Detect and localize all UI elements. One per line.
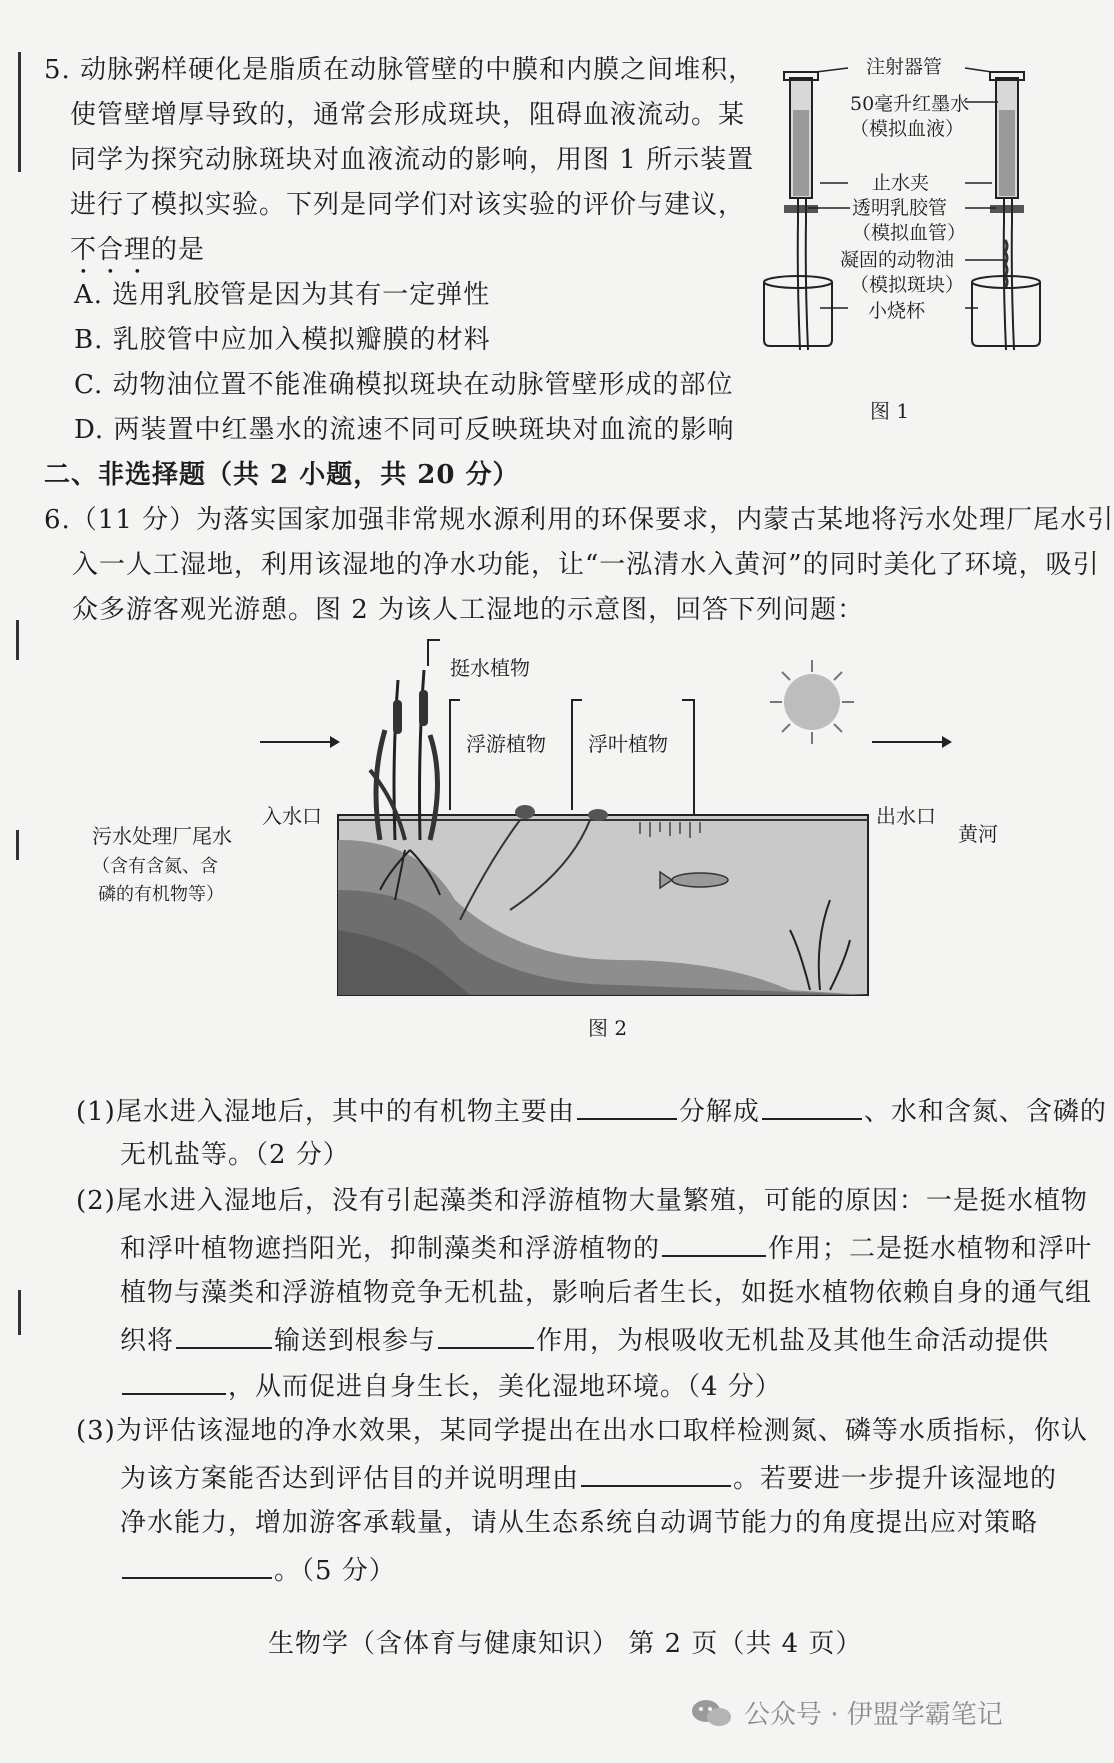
label-floating-plants: 浮游植物 xyxy=(466,732,546,756)
label-ink-note: （模拟血液） xyxy=(850,118,965,140)
page-footer: 生物学（含体育与健康知识） 第 2 页（共 4 页） xyxy=(268,1629,863,1659)
sub3-line: 净水能力，增加游客承载量，请从生态系统自动调节能力的角度提出应对策略 xyxy=(120,1508,1039,1538)
q6-stem-line: 6.（11 分）为落实国家加强非常规水源利用的环保要求，内蒙古某地将污水处理厂尾水引 xyxy=(44,505,1114,535)
watermark xyxy=(690,1694,1003,1731)
sub2-line xyxy=(120,1321,1049,1359)
label-tube: 透明乳胶管 xyxy=(852,197,948,219)
sub2-text: 作用，为根吸收无机盐及其他生命活动提供 xyxy=(536,1326,1050,1356)
sub3-text: 。若要进一步提升该湿地的 xyxy=(733,1464,1058,1494)
sub3-line: (3)为评估该湿地的净水效果，某同学提出在出水口取样检测氮、磷等水质指标，你认 xyxy=(76,1416,1088,1446)
label-yellow-river: 黄河 xyxy=(958,822,998,846)
q5-stem-line: 使管壁增厚导致的，通常会形成斑块，阻碍血液流动。某 xyxy=(70,100,746,130)
sub1-line xyxy=(76,1092,1107,1130)
scan-edge-mark xyxy=(18,52,21,172)
sub2-text: 输送到根参与 xyxy=(274,1326,437,1356)
sub2-line: 植物与藻类和浮游植物竞争无机盐，影响后者生长，如挺水植物依赖自身的通气组 xyxy=(120,1278,1093,1308)
answer-blank[interactable] xyxy=(662,1229,766,1257)
q5-stem-line: 同学为探究动脉斑块对血液流动的影响，用图 1 所示装置 xyxy=(70,145,755,175)
sub3-text: 。（5 分） xyxy=(274,1556,396,1586)
label-source: 污水处理厂尾水 xyxy=(92,824,232,848)
q5-stem-suffix: 的是 xyxy=(151,235,206,265)
label-inlet: 入水口 xyxy=(262,804,322,828)
answer-blank[interactable] xyxy=(176,1321,272,1349)
label-outlet: 出水口 xyxy=(876,804,936,828)
scan-edge-mark xyxy=(18,1290,21,1335)
q6-stem-line: 众多游客观光游憩。图 2 为该人工湿地的示意图，回答下列问题： xyxy=(72,595,865,625)
sub3-text: 为该方案能否达到评估目的并说明理由 xyxy=(120,1464,580,1494)
label-oil: 凝固的动物油 xyxy=(840,249,955,271)
label-emergent-plants: 挺水植物 xyxy=(450,656,530,680)
sub2-line xyxy=(120,1367,782,1405)
figure-1-caption: 图 1 xyxy=(870,399,910,423)
sub1-line: 无机盐等。（2 分） xyxy=(120,1140,350,1170)
answer-blank[interactable] xyxy=(122,1367,226,1395)
label-floating-leaf-plants: 浮叶植物 xyxy=(588,732,668,756)
q6-stem-line: 入一人工湿地，利用该湿地的净水功能，让“一泓清水入黄河”的同时美化了环境，吸引 xyxy=(72,550,1100,580)
sub2-text: 织将 xyxy=(120,1326,175,1356)
sub1-text: 分解成 xyxy=(678,1097,760,1127)
label-source-note: （含有含氮、含 xyxy=(92,856,218,877)
sub2-text: ，从而促进自身生长，美化湿地环境。（4 分） xyxy=(228,1372,782,1402)
sub1-text: (1)尾水进入湿地后，其中的有机物主要由 xyxy=(76,1097,575,1127)
label-clamp: 止水夹 xyxy=(872,172,930,194)
answer-blank[interactable] xyxy=(122,1551,272,1579)
sub3-line xyxy=(120,1459,1057,1497)
q5-option-b: B. 乳胶管中应加入模拟瓣膜的材料 xyxy=(74,325,491,355)
label-tube-note: （模拟血管） xyxy=(852,222,967,244)
answer-blank[interactable] xyxy=(438,1321,534,1349)
label-oil-note: （模拟斑块） xyxy=(850,274,965,296)
watermark-text: 公众号 · 伊盟学霸笔记 xyxy=(744,1700,1003,1730)
wechat-icon xyxy=(690,1696,734,1730)
answer-blank[interactable] xyxy=(762,1092,862,1120)
answer-blank[interactable] xyxy=(581,1459,731,1487)
q5-stem-line: 进行了模拟实验。下列是同学们对该实验的评价与建议， xyxy=(70,190,746,220)
figure-2-caption: 图 2 xyxy=(588,1016,628,1040)
q5-option-d: D. 两装置中红墨水的流速不同可反映斑块对血流的影响 xyxy=(74,415,735,445)
sub2-text: 和浮叶植物遮挡阳光，抑制藻类和浮游植物的 xyxy=(120,1234,661,1264)
sub2-line xyxy=(120,1229,1092,1267)
label-syringe: 注射器管 xyxy=(866,56,943,78)
section-heading: 二、非选择题（共 2 小题，共 20 分） xyxy=(44,460,520,490)
q5-stem-line xyxy=(70,232,205,280)
label-beaker: 小烧杯 xyxy=(868,300,926,322)
sub3-line xyxy=(120,1551,396,1589)
answer-blank[interactable] xyxy=(577,1092,677,1120)
q5-option-a: A. 选用乳胶管是因为其有一定弹性 xyxy=(74,280,491,310)
sub1-text: 、水和含氮、含磷的 xyxy=(863,1097,1107,1127)
label-ink: 50毫升红墨水 xyxy=(850,93,970,115)
label-source-note: 磷的有机物等） xyxy=(98,884,224,905)
emphasis-text: 不合理 xyxy=(70,235,152,265)
q5-option-c: C. 动物油位置不能准确模拟斑块在动脉管壁形成的部位 xyxy=(74,370,734,400)
sub2-text: 作用；二是挺水植物和浮叶 xyxy=(768,1234,1093,1264)
sub2-line: (2)尾水进入湿地后，没有引起藻类和浮游植物大量繁殖，可能的原因：一是挺水植物 xyxy=(76,1186,1088,1216)
q5-stem-line: 5. 动脉粥样硬化是脂质在动脉管壁的中膜和内膜之间堆积， xyxy=(44,55,756,85)
